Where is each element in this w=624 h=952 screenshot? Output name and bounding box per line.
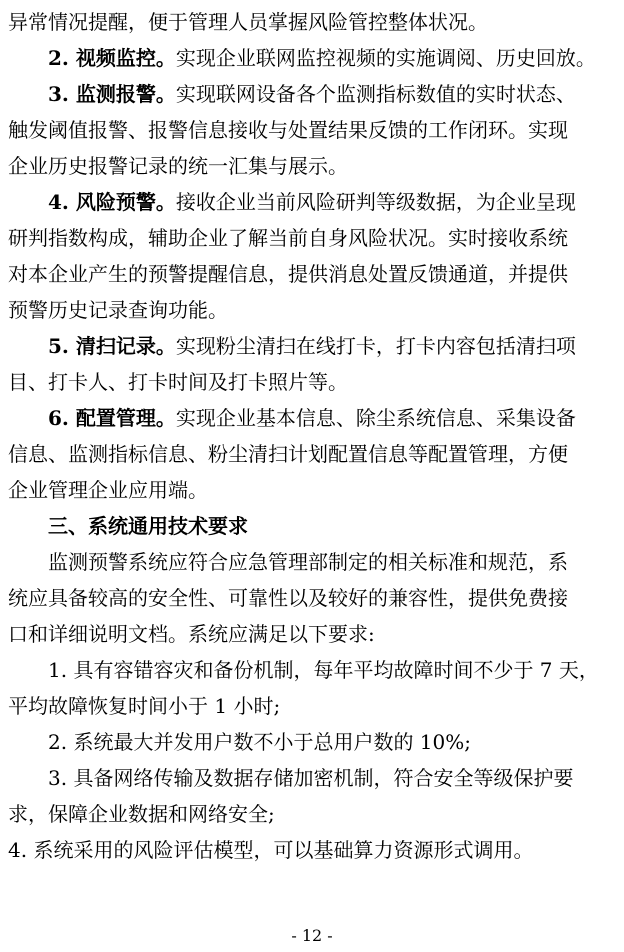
- item-text: 实现企业基本信息、除尘系统信息、采集设备: [175, 406, 576, 430]
- item-monitoring-alarm: [48, 76, 608, 112]
- item-video-monitoring: [48, 40, 608, 76]
- requirement-3: 3. 具备网络传输及数据存储加密机制，符合安全等级保护要: [48, 766, 574, 790]
- paragraph-line: 触发阈值报警、报警信息接收与处置结果反馈的工作闭环。实现: [8, 118, 568, 142]
- item-text: 实现联网设备各个监测指标数值的实时状态、: [175, 82, 576, 106]
- requirement-1: 1. 具有容错容灾和备份机制，每年平均故障时间不少于 7 天，: [48, 658, 599, 682]
- item-title: 2. 视频监控。: [48, 46, 176, 70]
- paragraph-line: 监测预警系统应符合应急管理部制定的相关标准和规范，系: [48, 550, 568, 574]
- item-title: 3. 监测报警。: [48, 82, 176, 106]
- paragraph-line: 统应具备较高的安全性、可靠性以及较好的兼容性，提供免费接: [8, 586, 568, 610]
- item-cleaning-records: [48, 328, 608, 364]
- paragraph-line: 对本企业产生的预警提醒信息，提供消息处置反馈通道，并提供: [8, 262, 568, 286]
- item-text: 实现企业联网监控视频的实施调阅、历史回放。: [175, 46, 596, 70]
- page-number: - 12 -: [291, 926, 333, 945]
- paragraph-line: 企业管理企业应用端。: [8, 478, 208, 502]
- paragraph-line: 口和详细说明文档。系统应满足以下要求:: [8, 622, 375, 646]
- requirement-4: 4. 系统采用的风险评估模型，可以基础算力资源形式调用。: [8, 838, 534, 862]
- requirement-3-continued: 求，保障企业数据和网络安全;: [8, 802, 275, 826]
- requirement-1-continued: 平均故障恢复时间小于 1 小时;: [8, 694, 281, 718]
- item-title: 4. 风险预警。: [48, 190, 176, 214]
- paragraph-line: 信息、监测指标信息、粉尘清扫计划配置信息等配置管理，方便: [8, 442, 568, 466]
- item-title: 5. 清扫记录。: [48, 334, 176, 358]
- item-title: 6. 配置管理。: [48, 406, 176, 430]
- paragraph-line: 企业历史报警记录的统一汇集与展示。: [8, 154, 348, 178]
- paragraph-line: 研判指数构成，辅助企业了解当前自身风险状况。实时接收系统: [8, 226, 568, 250]
- item-text: 实现粉尘清扫在线打卡，打卡内容包括清扫项: [175, 334, 576, 358]
- paragraph-line: 目、打卡人、打卡时间及打卡照片等。: [8, 370, 348, 394]
- item-configuration-management: [48, 400, 608, 436]
- item-risk-warning: [48, 184, 608, 220]
- requirement-2: 2. 系统最大并发用户数不小于总用户数的 10%;: [48, 730, 471, 754]
- item-text: 接收企业当前风险研判等级数据，为企业呈现: [175, 190, 576, 214]
- section-heading: 三、系统通用技术要求: [48, 514, 248, 538]
- paragraph-line: 预警历史记录查询功能。: [8, 298, 228, 322]
- paragraph-line: 异常情况提醒，便于管理人员掌握风险管控整体状况。: [8, 10, 488, 34]
